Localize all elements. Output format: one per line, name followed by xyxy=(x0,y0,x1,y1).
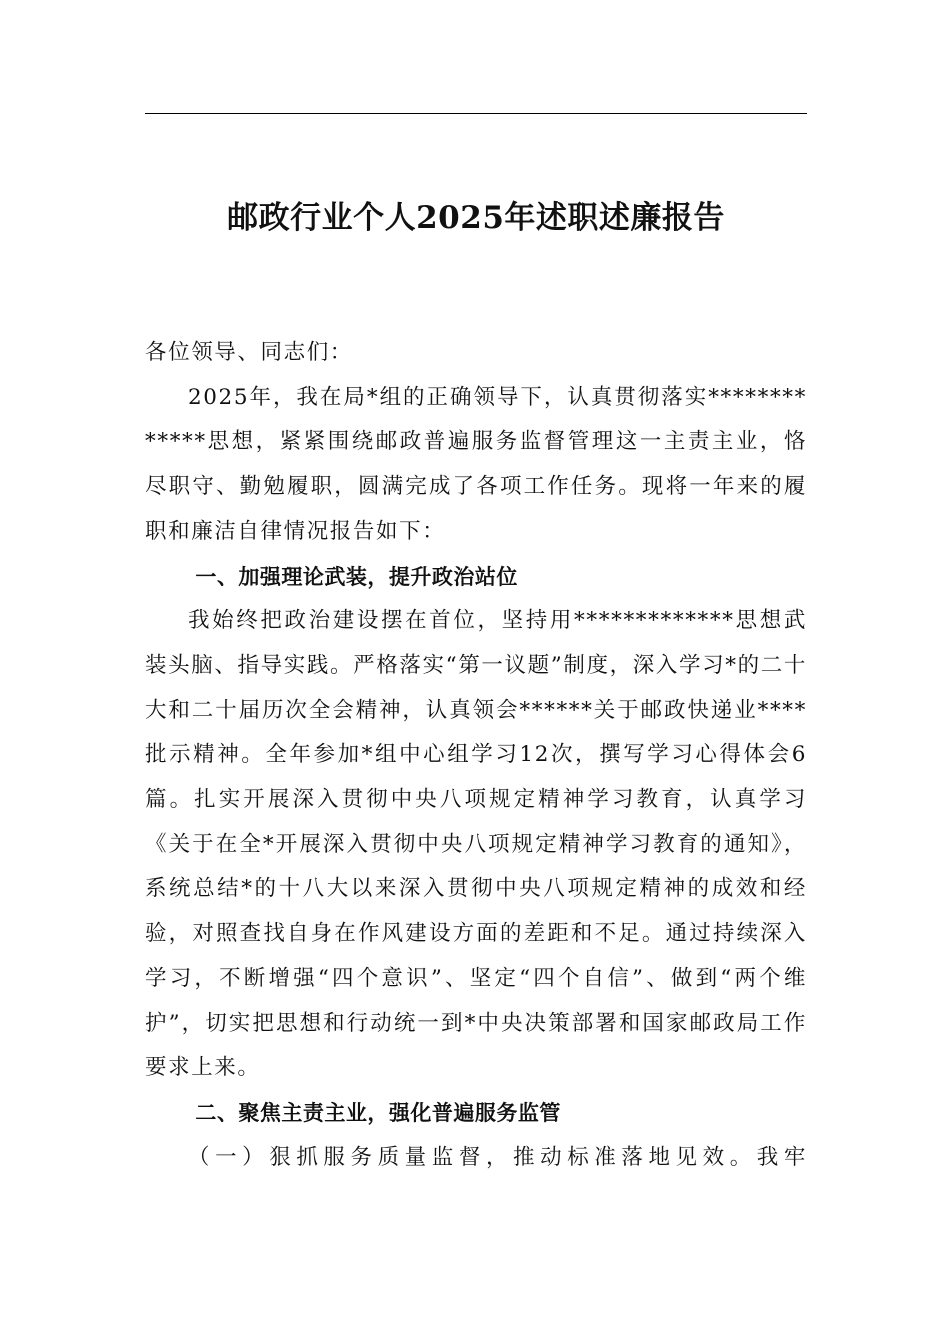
intro-paragraph: 2025年，我在局*组的正确领导下，认真贯彻落实*************思想，紧紧围绕邮政普遍服务监督管理这一主责主业，恪尽职守、勤勉履职，圆满完成了各项工作任务。现将一年来的履职和廉洁自律情况报告如下： xyxy=(145,384,807,544)
document-title: 邮政行业个人2025年述职述廉报告 xyxy=(227,200,725,236)
section-2-subsection-1: （一）狠抓服务质量监督，推动标准落地见效。我牢 xyxy=(188,1144,807,1170)
section-2-heading: 二、聚焦主责主业，强化普遍服务监管 xyxy=(195,1100,561,1125)
document-body xyxy=(145,331,807,1180)
salutation: 各位领导、同志们： xyxy=(145,340,353,365)
header-rule xyxy=(145,113,807,114)
section-1-heading: 一、加强理论武装，提升政治站位 xyxy=(195,564,518,589)
section-1-paragraph: 我始终把政治建设摆在首位，坚持用*************思想武装头脑、指导实践。严格落实“第一议题”制度，深入学习*的二十大和二十届历次全会精神，认真领会******关于邮政快递业****批示精神。全年参加*组中心组学习12次，撰写学习心得体会6篇。扎实开展深入贯彻中央八项规定精神学习教育，认真学习《关于在全*开展深入贯彻中央八项规定精神学习教育的通知》，系统总结*的十八大以来深入贯彻中央八项规定精神的成效和经验，对照查找自身在作风建设方面的差距和不足。通过持续深入学习，不断增强“四个意识”、坚定“四个自信”、做到“两个维护”，切实把思想和行动统一到*中央决策部署和国家邮政局工作要求上来。 xyxy=(145,608,807,1081)
